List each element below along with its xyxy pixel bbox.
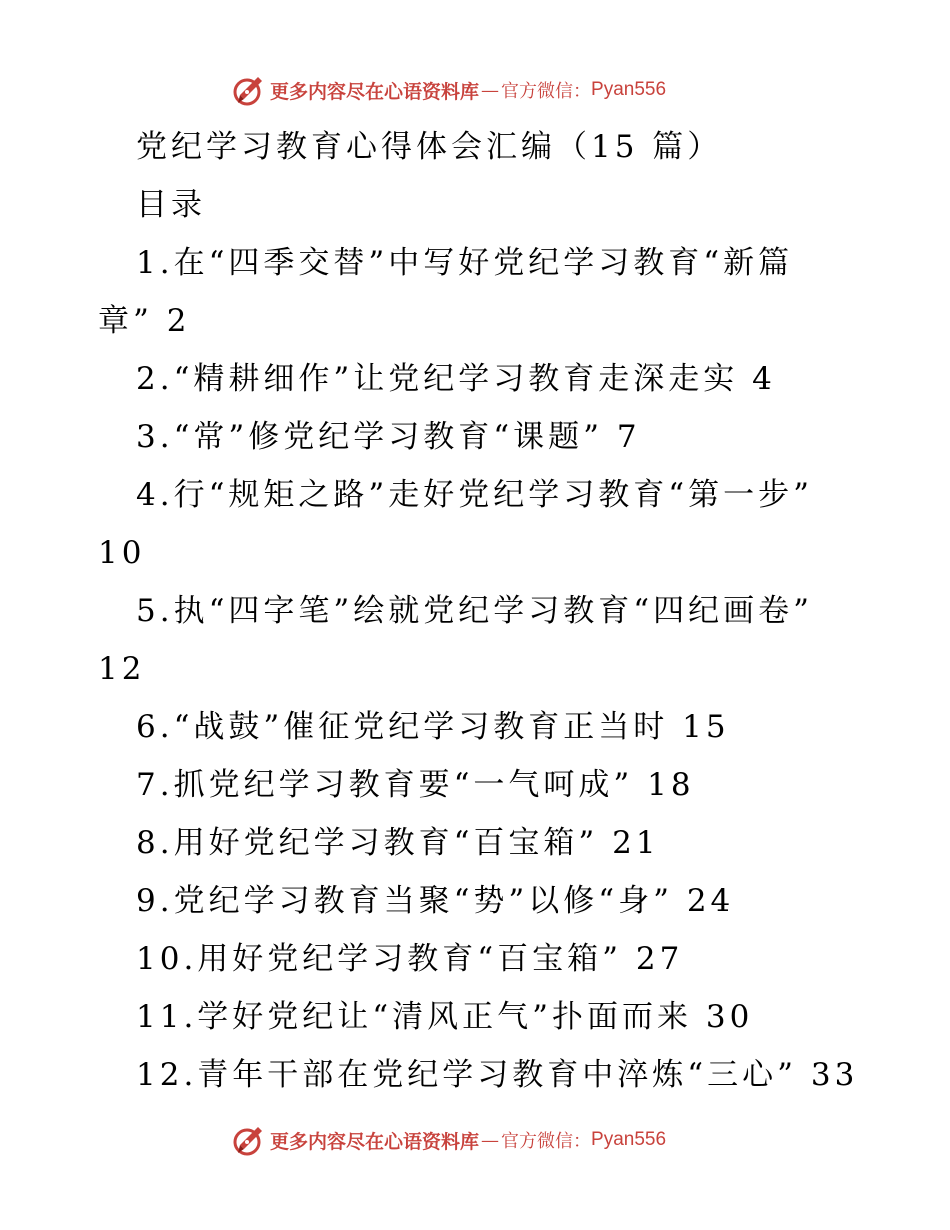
toc-line: 7.抓党纪学习教育要“一气呵成” 18 (136, 767, 695, 803)
toc-line: 9.党纪学习教育当聚“势”以修“身” 24 (136, 883, 735, 919)
table-of-contents (0, 234, 950, 1104)
toc-line: 8.用好党纪学习教育“百宝箱” 21 (136, 825, 660, 861)
toc-line: 12.青年干部在党纪学习教育中淬炼“三心” 33 (136, 1057, 859, 1093)
banner-label: 官方微信： (501, 81, 592, 102)
toc-line: 6.“战鼓”催征党纪学习教育正当时 15 (136, 709, 730, 745)
toc-line: 4.行“规矩之路”走好党纪学习教育“第一步” (136, 477, 813, 513)
document-body (0, 118, 950, 1104)
toc-line-continuation: 章” 2 (98, 303, 191, 339)
banner-account: Pyan556 (591, 79, 667, 100)
toc-line: 11.学好党纪让“清风正气”扑面而来 30 (136, 999, 754, 1035)
header-watermark-banner (232, 72, 666, 108)
banner-account: Pyan556 (591, 1129, 667, 1150)
banner-label: 官方微信： (501, 1131, 592, 1152)
toc-line: 2.“精耕细作”让党纪学习教育走深走实 4 (136, 361, 776, 397)
toc-line-continuation: 10 (98, 535, 146, 571)
toc-line-continuation: 12 (98, 651, 146, 687)
banner-brand-text: 更多内容尽在心语资料库 (270, 1130, 480, 1153)
banner-dash: — (481, 1129, 500, 1151)
banner-brand-text: 更多内容尽在心语资料库 (270, 80, 480, 103)
toc-line: 5.执“四字笔”绘就党纪学习教育“四纪画卷” (136, 593, 813, 629)
toc-heading: 目录 (136, 187, 206, 223)
toc-line: 1.在“四季交替”中写好党纪学习教育“新篇 (136, 245, 794, 281)
pen-nib-logo-icon (232, 1123, 266, 1157)
footer-watermark-banner (232, 1122, 666, 1158)
banner-dash: — (481, 79, 500, 101)
toc-line: 10.用好党纪学习教育“百宝箱” 27 (136, 941, 684, 977)
pen-nib-logo-icon (232, 73, 266, 107)
toc-line: 3.“常”修党纪学习教育“课题” 7 (136, 419, 641, 455)
document-title: 党纪学习教育心得体会汇编（15 篇） (136, 129, 723, 165)
